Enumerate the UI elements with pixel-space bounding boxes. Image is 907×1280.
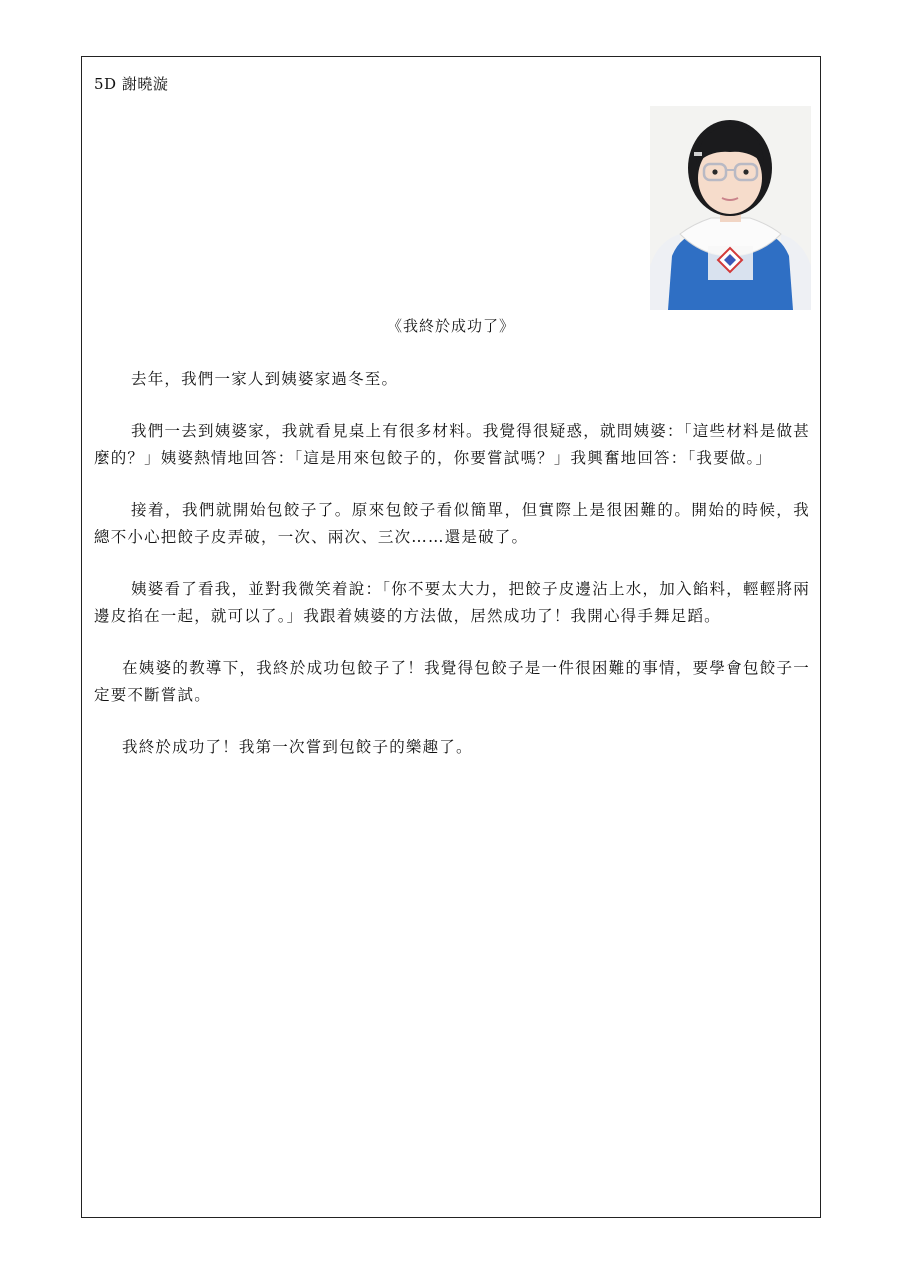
essay-paragraph: 我終於成功了！我第一次嘗到包餃子的樂趣了。 [122, 738, 473, 756]
essay-title: 《我終於成功了》 [386, 317, 515, 335]
author-label: 5D 謝曉漩 [94, 75, 169, 93]
essay-paragraph: 我們一去到姨婆家，我就看見桌上有很多材料。我覺得很疑惑，就問姨婆：「這些材料是做甚麼的？」姨婆熱情地回答：「這是用來包餃子的，你要嘗試嗎？」我興奮地回答：「我要做。」 [94, 422, 810, 467]
essay-paragraph: 姨婆看了看我，並對我微笑着說：「你不要太大力，把餃子皮邊沾上水，加入餡料，輕輕將兩邊皮掐在一起，就可以了。」我跟着姨婆的方法做，居然成功了！我開心得手舞足蹈。 [94, 580, 810, 625]
student-portrait-photo [650, 106, 811, 310]
essay-paragraph: 在姨婆的教導下，我終於成功包餃子了！我覺得包餃子是一件很困難的事情，要學會包餃子一定要不斷嘗試。 [94, 659, 810, 704]
essay-page-frame [81, 56, 821, 1218]
essay-body [94, 366, 810, 786]
essay-paragraph: 接着，我們就開始包餃子了。原來包餃子看似簡單，但實際上是很困難的。開始的時候，我總不小心把餃子皮弄破，一次、兩次、三次……還是破了。 [94, 501, 810, 546]
essay-paragraph: 去年，我們一家人到姨婆家過冬至。 [131, 370, 399, 388]
